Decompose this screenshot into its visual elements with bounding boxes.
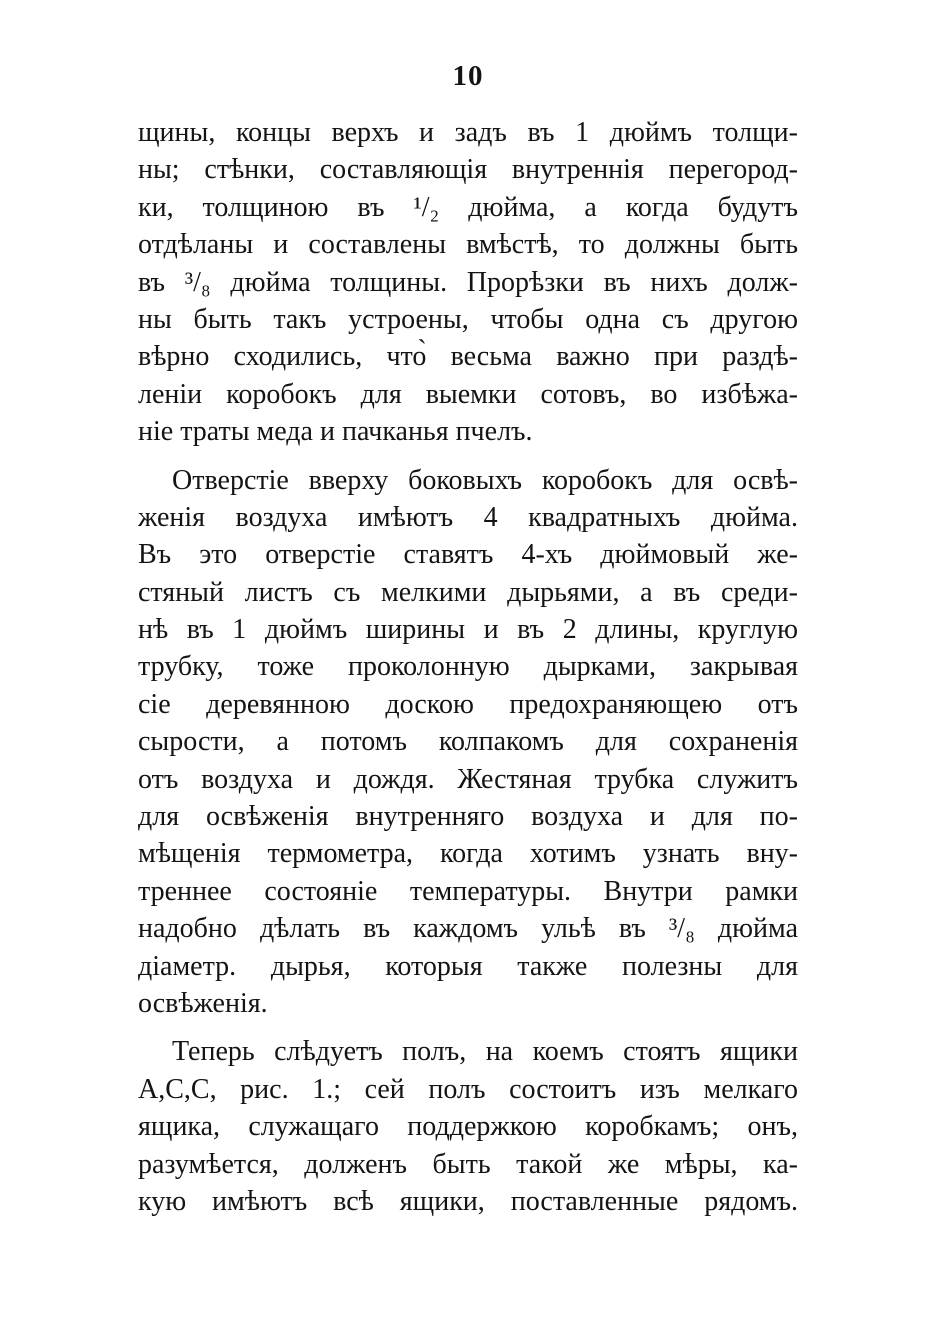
text-line: А,С,С, рис. 1.; сей полъ состоитъ изъ мелкаго <box>138 1073 798 1105</box>
text-line: мѣщенія термометра, когда хотимъ узнать вну- <box>138 838 798 870</box>
text-line: вѣрно сходились, что̀ весьма важно при раздѣ- <box>138 341 798 373</box>
text-line: ки, толщиною въ ¹/₂ дюйма, а когда будутъ <box>138 191 798 223</box>
text-line: треннее состояніе температуры. Внутри рамки <box>138 875 798 907</box>
body-text <box>138 114 798 1220</box>
text-line: нѣ въ 1 дюймъ ширины и въ 2 длины, круглую <box>138 614 798 646</box>
text-line: Теперь слѣдуетъ полъ, на коемъ стоятъ ящики <box>172 1036 798 1068</box>
text-line: разумѣется, долженъ быть такой же мѣры, ка- <box>138 1148 798 1180</box>
text-line: діаметр. дырья, которыя также полезны для <box>138 950 798 982</box>
text-line: освѣженія. <box>138 987 268 1019</box>
text-line: трубку, тоже проколонную дырками, закрывая <box>138 651 798 683</box>
text-line: въ ³/₈ дюйма толщины. Прорѣзки въ нихъ долж- <box>138 266 798 298</box>
text-line: щины, концы верхъ и задъ въ 1 дюймъ толщи- <box>138 117 798 148</box>
text-line: Отверстіе вверху боковыхъ коробокъ для освѣ- <box>172 464 798 496</box>
text-line: ніе траты меда и пачканья пчелъ. <box>138 416 533 448</box>
paragraph-3 <box>138 1033 798 1220</box>
text-line: сіе деревянною доскою предохраняющею отъ <box>138 688 798 720</box>
text-line: для освѣженія внутренняго воздуха и для по- <box>138 801 798 833</box>
paragraph-2 <box>138 462 798 1023</box>
text-line: леніи коробокъ для выемки сотовъ, во избѣжа- <box>138 378 798 410</box>
text-line: кую имѣютъ всѣ ящики, поставленные рядомъ. <box>138 1185 798 1217</box>
text-line: ящика, служащаго поддержкою коробкамъ; онъ, <box>138 1111 798 1143</box>
text-line: отдѣланы и составлены вмѣстѣ, то должны быть <box>138 229 798 261</box>
page-number: 10 <box>452 60 484 92</box>
text-line: женія воздуха имѣютъ 4 квадратныхъ дюйма. <box>138 501 798 533</box>
text-line: Въ это отверстіе ставятъ 4-хъ дюймовый же- <box>138 539 798 571</box>
text-line: ны быть такъ устроены, чтобы одна съ другою <box>138 303 798 335</box>
text-line: сырости, а потомъ колпакомъ для сохраненія <box>138 726 798 758</box>
paragraph-1 <box>138 114 798 451</box>
text-line: надобно дѣлать въ каждомъ ульѣ въ ³/₈ дюйма <box>138 913 798 945</box>
text-line: стяный листъ съ мелкими дырьями, а въ среди- <box>138 576 798 608</box>
text-line: ны; стѣнки, составляющія внутреннія перегород- <box>138 154 798 186</box>
text-line: отъ воздуха и дождя. Жестяная трубка служитъ <box>138 763 798 795</box>
